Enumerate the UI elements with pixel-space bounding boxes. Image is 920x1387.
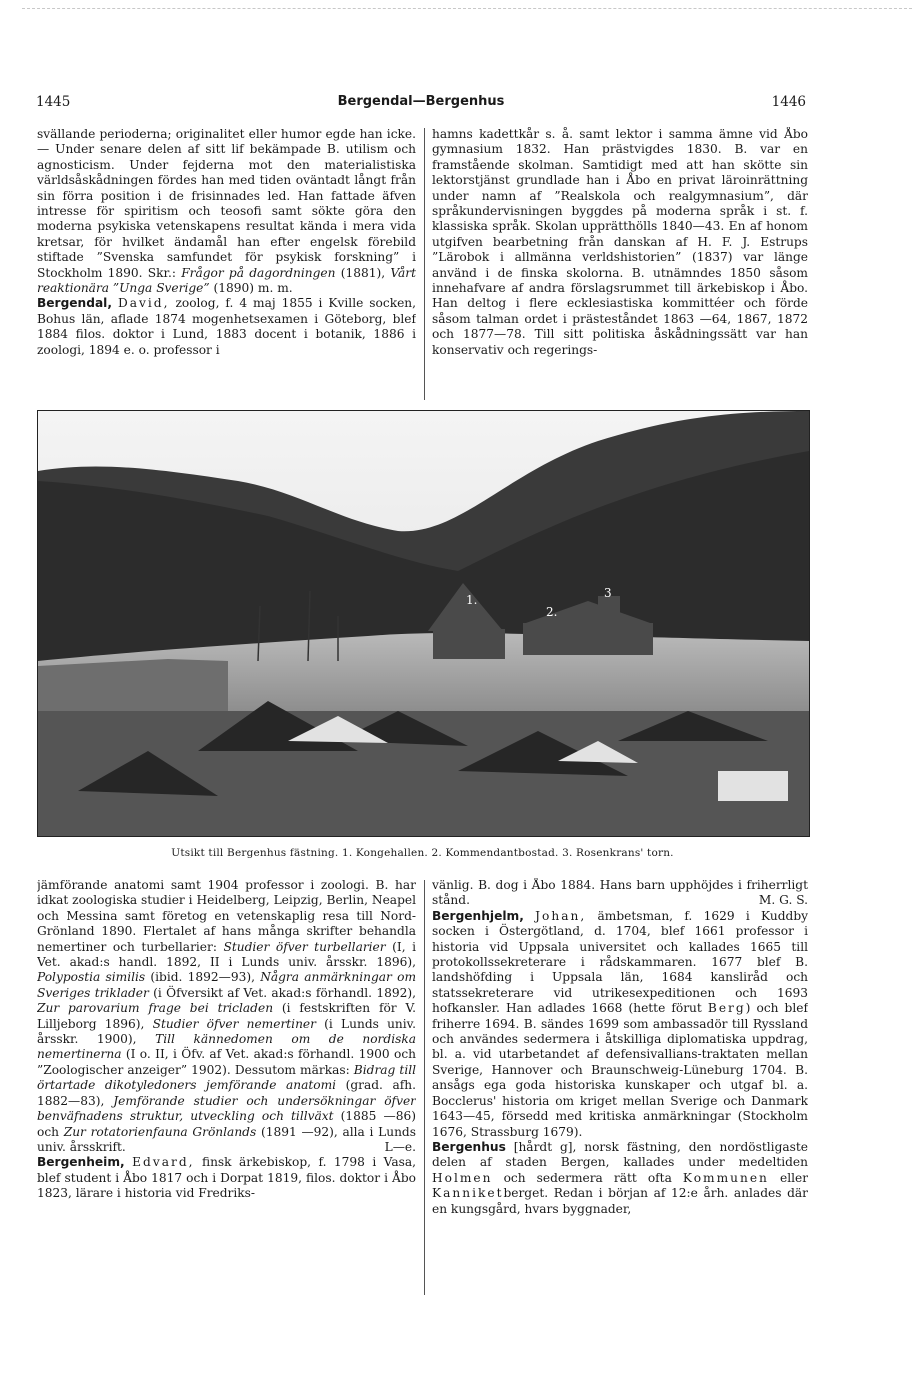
figure-label-2: 2.: [546, 605, 558, 619]
page-number-right: 1446: [771, 94, 806, 110]
book-title: Frågor på dagordningen: [181, 265, 336, 280]
column-divider: [424, 128, 425, 400]
paragraph: [432, 878, 808, 909]
entry-name: Edvard,: [132, 1155, 195, 1170]
text: (1881),: [340, 265, 386, 280]
text: (1890) m. m.: [213, 281, 293, 296]
author-signature: L—e.: [384, 1139, 416, 1154]
bergenhus-photograph: [37, 410, 810, 837]
entry-name: Johan,: [535, 908, 587, 923]
work-title: Zur rotatorienfauna Grönlands: [63, 1124, 257, 1139]
entry-headword: Bergenhjelm,: [432, 908, 524, 923]
text: finsk ärkebiskop, f. 1798 i Vasa, blef student i Åbo 1817 och i Dorpat 1819, filos. doktor i Åbo 1823, lärare i historia vid Fredriks-: [37, 1155, 416, 1201]
text: jämförande anatomi samt 1904 professor i zoologi. B. har idkat zoologiska studier i Heidelberg, Leipzig, Berlin, Neapel och Messina samt företog en vetenskaplig resa till Nord-Grönland 1890. Flertalet af hans många skrifter behandla nemertiner och turbellarier:: [37, 878, 416, 954]
entry-bergenhus: [432, 1140, 808, 1217]
text: (i Öfversikt af Vet. akad:s förhandl. 1892),: [153, 985, 416, 1000]
work-title: Studier öfver turbellarier: [223, 939, 386, 954]
text: svällande perioderna; originalitet eller humor egde han icke. — Under senare delen af sitt lif bekämpade B. utilism och agnosticism. Under fejderna mot den materialistiska världsåskådningen fördes han med tiden oväntadt långt från sin förra position i de frisinnades led. Han fattade äfven intresse för spiritism och teosofi samt sökte göra den moderna psykiska vetenskapens resultat kända i mera vida kretsar, för hvilket ändamål han efter engelsk förebild stiftade ”Svenska samfundet för psykisk forskning” i Stockholm 1890. Skr.:: [37, 127, 416, 280]
far-shore: [38, 659, 228, 711]
column-bottom-left: [37, 878, 416, 1298]
spaced-name: Berg: [707, 1001, 746, 1016]
figure-caption: Utsikt till Bergenhus fästning. 1. Kongehallen. 2. Kommendantbostad. 3. Rosenkrans' torn.: [171, 847, 674, 859]
text: eller: [780, 1170, 808, 1185]
entry-bergenheim-edvard: [37, 1155, 416, 1201]
column-top-right: [432, 127, 808, 402]
spaced-name: Kommunen: [682, 1170, 769, 1185]
text: [hårdt g], norsk fästning, den nordöstligaste delen af staden Bergen, kallades under medeltiden: [432, 1139, 808, 1170]
book-title: Vårt reaktionära ”Unga Sverige”: [37, 265, 416, 296]
text: (i Lunds univ. årsskr. 1900),: [37, 1016, 416, 1047]
text: zoolog, f. 4 maj 1855 i Kville socken, Bohus län, aflade 1874 mogenhetsexamen i Göteborg, blef 1884 filos. doktor i Lund, 1883 docent i botanik, 1886 i zoologi, 1894 e. o. professor i: [37, 296, 416, 357]
spaced-name: Holmen: [432, 1170, 493, 1185]
running-title: Bergendal—Bergenhus: [337, 94, 505, 109]
entry-headword: Bergenheim,: [37, 1155, 125, 1170]
text: och sedermera rätt ofta: [503, 1170, 672, 1185]
text: (grad. afh. 1882—83),: [37, 1078, 416, 1108]
text: vänlig. B. dog i Åbo 1884. Hans barn upphöjdes i friherrligt stånd.: [432, 878, 808, 908]
author-signature: M. G. S.: [758, 893, 808, 908]
figure-label-3: 3: [604, 586, 612, 600]
text: (I, i Vet. akad:s handl. 1892, II i Lunds univ. årsskr. 1896),: [37, 939, 416, 970]
column-top-left: [37, 127, 416, 402]
text: (1885 —86) och: [37, 1109, 416, 1139]
paragraph: [37, 878, 416, 1155]
entry-bergenhjelm-johan: [432, 909, 808, 1140]
text: ämbetsman, f. 1629 i Kuddby socken i Östergötland, d. 1704, blef 1661 professor i historia vid Uppsala universitet och kallades 1665 till protokollssekreterare i rådskammaren. 1677 blef B. landshöfding i Uppsala län, 1684 kansliråd och statssekreterare vid utrikesexpeditionen och 1693 hofkansler. Han adlades 1668 (hette förut: [432, 908, 808, 1016]
work-title: Jemförande studier och undersökningar öfver benväfnadens struktur, utveckling och tillväxt: [37, 1093, 416, 1124]
entry-headword: Bergenhus: [432, 1139, 506, 1154]
text: (ibid. 1892—93),: [150, 970, 255, 985]
entry-headword: Bergendal,: [37, 296, 112, 311]
text: (i festskriften för V. Lilljeborg 1896),: [37, 1001, 416, 1031]
work-title: Bidrag till örtartade dikotyledoners jemförande anatomi: [37, 1062, 416, 1093]
column-bottom-right: [432, 878, 808, 1298]
scan-top-line: [22, 8, 912, 9]
text: berget. Redan i början af 12:e årh. anlades där en kungsgård, hvars byggnader,: [432, 1186, 808, 1216]
text: ) och blef friherre 1694. B. sändes 1699 som ambassadör till Ryssland och användes sedermera i åtskilliga diplomatiska uppdrag, bl. a. vid utarbetandet af defensivallians-traktaten mellan Sverige, Hannover och Braunschweig-Lüneburg 1704. B. ansågs ega goda historiska kunskaper och utgaf bl. a. Bocclerus' historia om kriget mellan Sverige och Danmark 1643—45, försedd med kritiska anmärkningar (Stockholm 1676, Strassburg 1679).: [432, 1001, 808, 1139]
spaced-name: Kanniket: [432, 1186, 504, 1201]
text: (1891 —92), alla i Lunds univ. årsskrift.: [37, 1124, 416, 1154]
figure-label-1: 1.: [466, 593, 478, 607]
work-title: Studier öfver nemertiner: [152, 1016, 316, 1031]
page-number-left: 1445: [36, 94, 71, 110]
work-title: Polypostia similis: [37, 970, 146, 985]
column-divider: [424, 880, 425, 1295]
page-header: [36, 94, 806, 114]
work-title: Till kännedomen om de nordiska nemertinerna: [37, 1032, 416, 1062]
work-title: Zur parovarium frage bei tricladen: [37, 1001, 274, 1016]
text: (I o. II, i Öfv. af Vet. akad:s förhandl. 1900 och ”Zoologischer anzeiger” 1902). Dessutom märkas:: [37, 1047, 416, 1077]
work-title: Några anmärkningar om Sveriges triklader: [37, 970, 416, 1000]
paragraph: [37, 127, 416, 296]
entry-bergendal-david: [37, 296, 416, 358]
entry-name: David,: [117, 296, 170, 311]
paragraph: hamns kadettkår s. å. samt lektor i samma ämne vid Åbo gymnasium 1832. Han prästvigdes 1830. B. var en framstående skolman. Samtidigt med att han skötte sin lektorstjänst grundlade han i Åbo en privat läroinrättning under namn af ”Realskola och realgymnasium”, där språkundervisningen byggdes på moderna språk i st. f. klassiska språk. Skolan upprätthölls 1840—43. En af honom utgifven bearbetning från danskan af H. F. J. Estrups ”Lärobok i allmänna verldshistorien” (1837) var länge använd i de finska skolorna. B. utnämndes 1850 såsom innehafvare af andra förslagsrummet till ärkebiskop i Åbo. Han deltog i flere ecklesiastiska kommittéer och förde såsom talman ordet i prästeståndet 1863 —64, 1867, 1872 och 1877—78. Till sitt politiska åskådningssätt var han konservativ och regerings-: [432, 127, 808, 357]
